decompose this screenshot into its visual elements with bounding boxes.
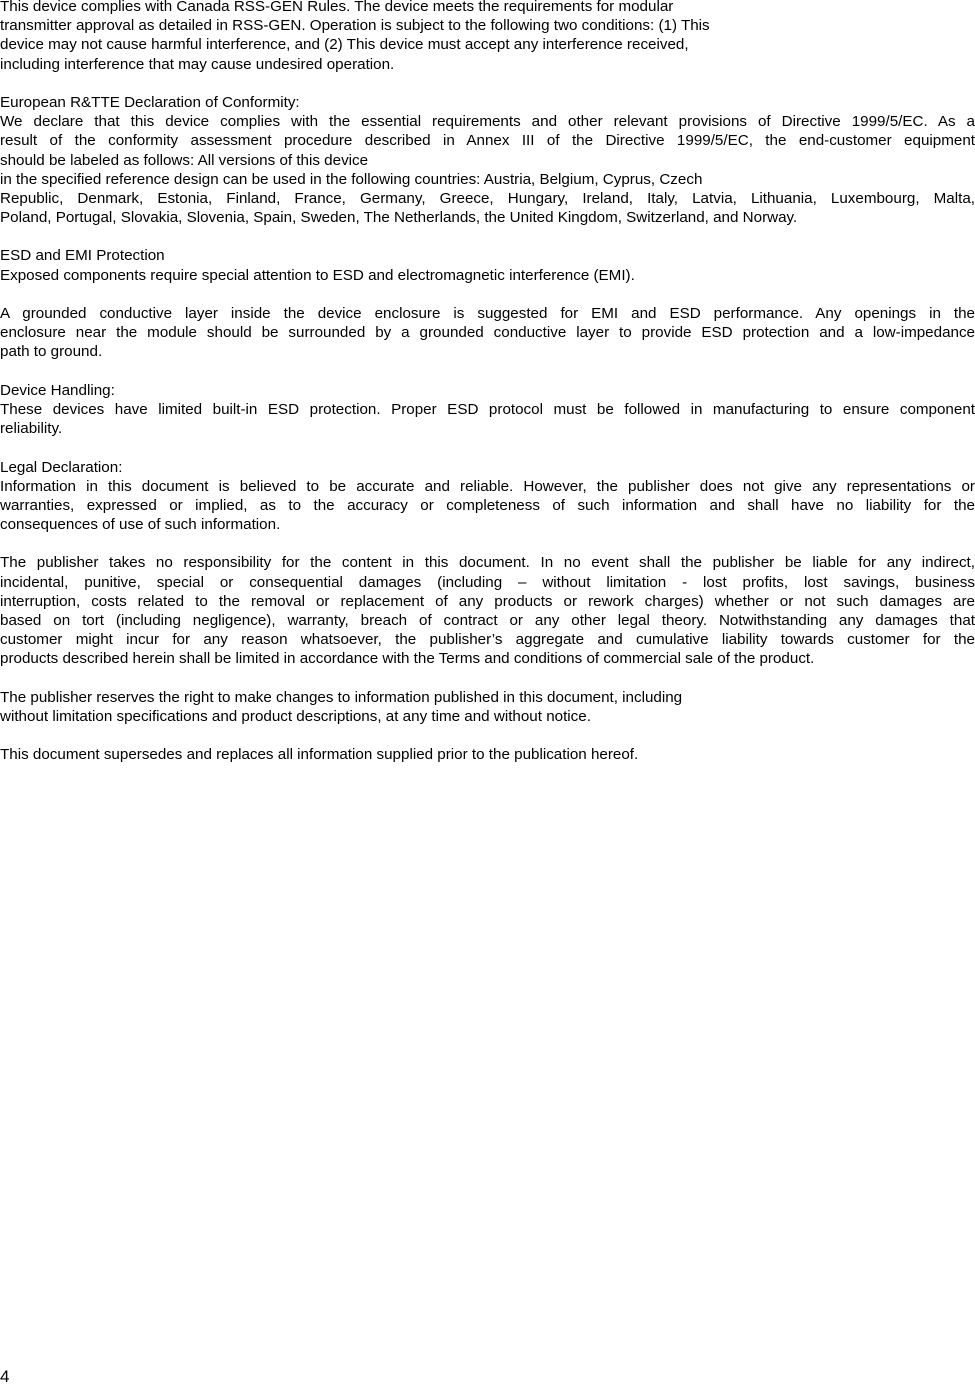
text-line: result of the conformity assessment procedure described in Annex III of the Directive 1999/5/EC, the end-customer equipment <box>0 132 975 150</box>
spacer <box>0 534 975 553</box>
text-line: transmitter approval as detailed in RSS-GEN. Operation is subject to the following two conditions: (1) This <box>0 17 710 35</box>
text-line: warranties, expressed or implied, as to the accuracy or completeness of such information and shall have no liability for the <box>0 496 975 514</box>
text-line: The publisher takes no responsibility for the content in this document. In no event shall the publisher be liable for any indirect, <box>0 554 975 572</box>
rtte-section <box>0 93 975 227</box>
text-line: device may not cause harmful interference, and (2) This device must accept any interference received, <box>0 36 689 54</box>
text-line: without limitation specifications and product descriptions, at any time and without notice. <box>0 707 591 725</box>
text-line: Republic, Denmark, Estonia, Finland, France, Germany, Greece, Hungary, Ireland, Italy, Latvia, Lithuania, Luxembourg, Malta, <box>0 189 975 207</box>
handling-section <box>0 381 975 439</box>
esd-section <box>0 246 975 361</box>
text-line: The publisher reserves the right to make changes to information published in this document, including <box>0 688 683 706</box>
text-line: customer might incur for any reason whatsoever, the publisher’s aggregate and cumulative liability towards customer for the <box>0 631 975 649</box>
text-line: in the specified reference design can be used in the following countries: Austria, Belgium, Cyprus, Czech <box>0 170 703 188</box>
spacer <box>0 74 975 93</box>
spacer <box>0 285 975 304</box>
text-line: Exposed components require special attention to ESD and electromagnetic interference (EMI). <box>0 266 635 284</box>
text-line: Information in this document is believed to be accurate and reliable. However, the publisher does not give any representations or <box>0 477 975 495</box>
text-line: based on tort (including negligence), warranty, breach of contract or any other legal theory. Notwithstanding any damages that <box>0 612 975 629</box>
section-heading: European R&TTE Declaration of Conformity: <box>0 93 300 111</box>
text-line: products described herein shall be limited in accordance with the Terms and conditions of commercial sale of the product. <box>0 650 815 668</box>
spacer <box>0 669 975 688</box>
text-line: These devices have limited built-in ESD protection. Proper ESD protocol must be followed in manufacturing to ensure component <box>0 400 975 418</box>
spacer <box>0 227 975 246</box>
text-line: path to ground. <box>0 343 103 361</box>
text-line: interruption, costs related to the removal or replacement of any products or rework charges) whether or not such damages are <box>0 592 975 610</box>
section-heading: Device Handling: <box>0 381 115 399</box>
text-line: A grounded conductive layer inside the device enclosure is suggested for EMI and ESD performance. Any openings in the <box>0 305 975 322</box>
spacer <box>0 438 975 457</box>
text-line: enclosure near the module should be surrounded by a grounded conductive layer to provide ESD protection and a low-impedance <box>0 324 975 342</box>
spacer <box>0 726 975 745</box>
text-line: incidental, punitive, special or consequential damages (including – without limitation - lost profits, lost savings, business <box>0 573 975 591</box>
legal-section <box>0 458 975 765</box>
section-heading: Legal Declaration: <box>0 458 123 476</box>
text-line: We declare that this device complies with the essential requirements and other relevant provisions of Directive 1999/5/EC. As a <box>0 113 975 131</box>
text-line: consequences of use of such information. <box>0 516 281 534</box>
text-line: should be labeled as follows: All versions of this device <box>0 151 369 169</box>
section-heading: ESD and EMI Protection <box>0 247 165 265</box>
text-line: including interference that may cause undesired operation. <box>0 55 395 73</box>
spacer <box>0 362 975 381</box>
text-line: This device complies with Canada RSS-GEN Rules. The device meets the requirements for modular <box>0 0 674 15</box>
canada-compliance-section <box>0 0 975 74</box>
page-number: 4 <box>0 1367 10 1386</box>
text-line: This document supersedes and replaces all information supplied prior to the publication hereof. <box>0 746 639 764</box>
text-line: Poland, Portugal, Slovakia, Slovenia, Spain, Sweden, The Netherlands, the United Kingdom, Switzerland, and Norway. <box>0 209 798 227</box>
text-line: reliability. <box>0 420 63 438</box>
